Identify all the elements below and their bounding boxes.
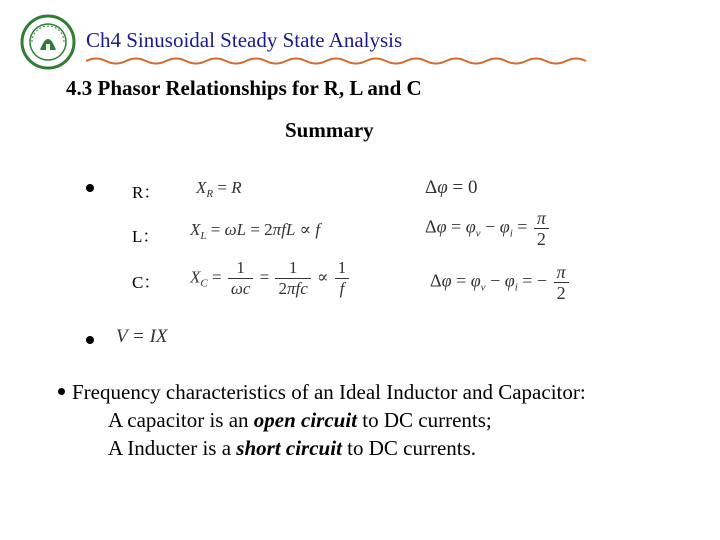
short-circuit-emphasis: short circuit — [236, 436, 342, 460]
equation-phase-c: $\Delta\varphi = \varphi_v - \varphi_i$ = − $\frac{\pi}{2}$ — [430, 262, 571, 303]
equation-xr: $X_R = R$ — [196, 178, 242, 200]
equation-xc: $X_C$ = $\frac{1}{\omega c}$ = $\frac{1}{\text{2πfc}}$ ∝ $\frac{1}{f}$ — [190, 258, 351, 299]
label-r: R： — [132, 183, 161, 202]
university-seal-icon — [20, 14, 76, 70]
bullet-frequency — [58, 388, 65, 395]
section-title: 4.3 Phasor Relationships for R, L and C — [66, 76, 422, 100]
university-logo — [20, 14, 76, 70]
header-wave-divider — [86, 55, 596, 67]
equation-phasor: V = IX — [116, 326, 168, 347]
label-l: L： — [132, 227, 160, 246]
header-title: Ch4 Sinusoidal Steady State Analysis — [86, 28, 403, 52]
equation-phase-r: Δφ = 0 — [425, 177, 478, 198]
label-c: C： — [132, 273, 161, 292]
capacitor-line: A capacitor is an open circuit to DC currents; — [108, 408, 492, 432]
bullet-r — [86, 184, 94, 192]
open-circuit-emphasis: open circuit — [253, 408, 358, 432]
inductor-line: A Inducter is a short circuit to DC currents. — [108, 436, 477, 460]
summary-heading: Summary — [285, 118, 374, 142]
equation-xl: $X_L = \omega L = 2\pi fL \propto f$ — [190, 220, 321, 242]
equation-phase-l: $\Delta\varphi = \varphi_v - \varphi_i$ = $\frac{\pi}{2}$ — [425, 208, 551, 249]
frequency-heading: Frequency characteristics of an Ideal Inductor and Capacitor: — [72, 380, 586, 404]
bullet-phasor — [86, 336, 94, 344]
